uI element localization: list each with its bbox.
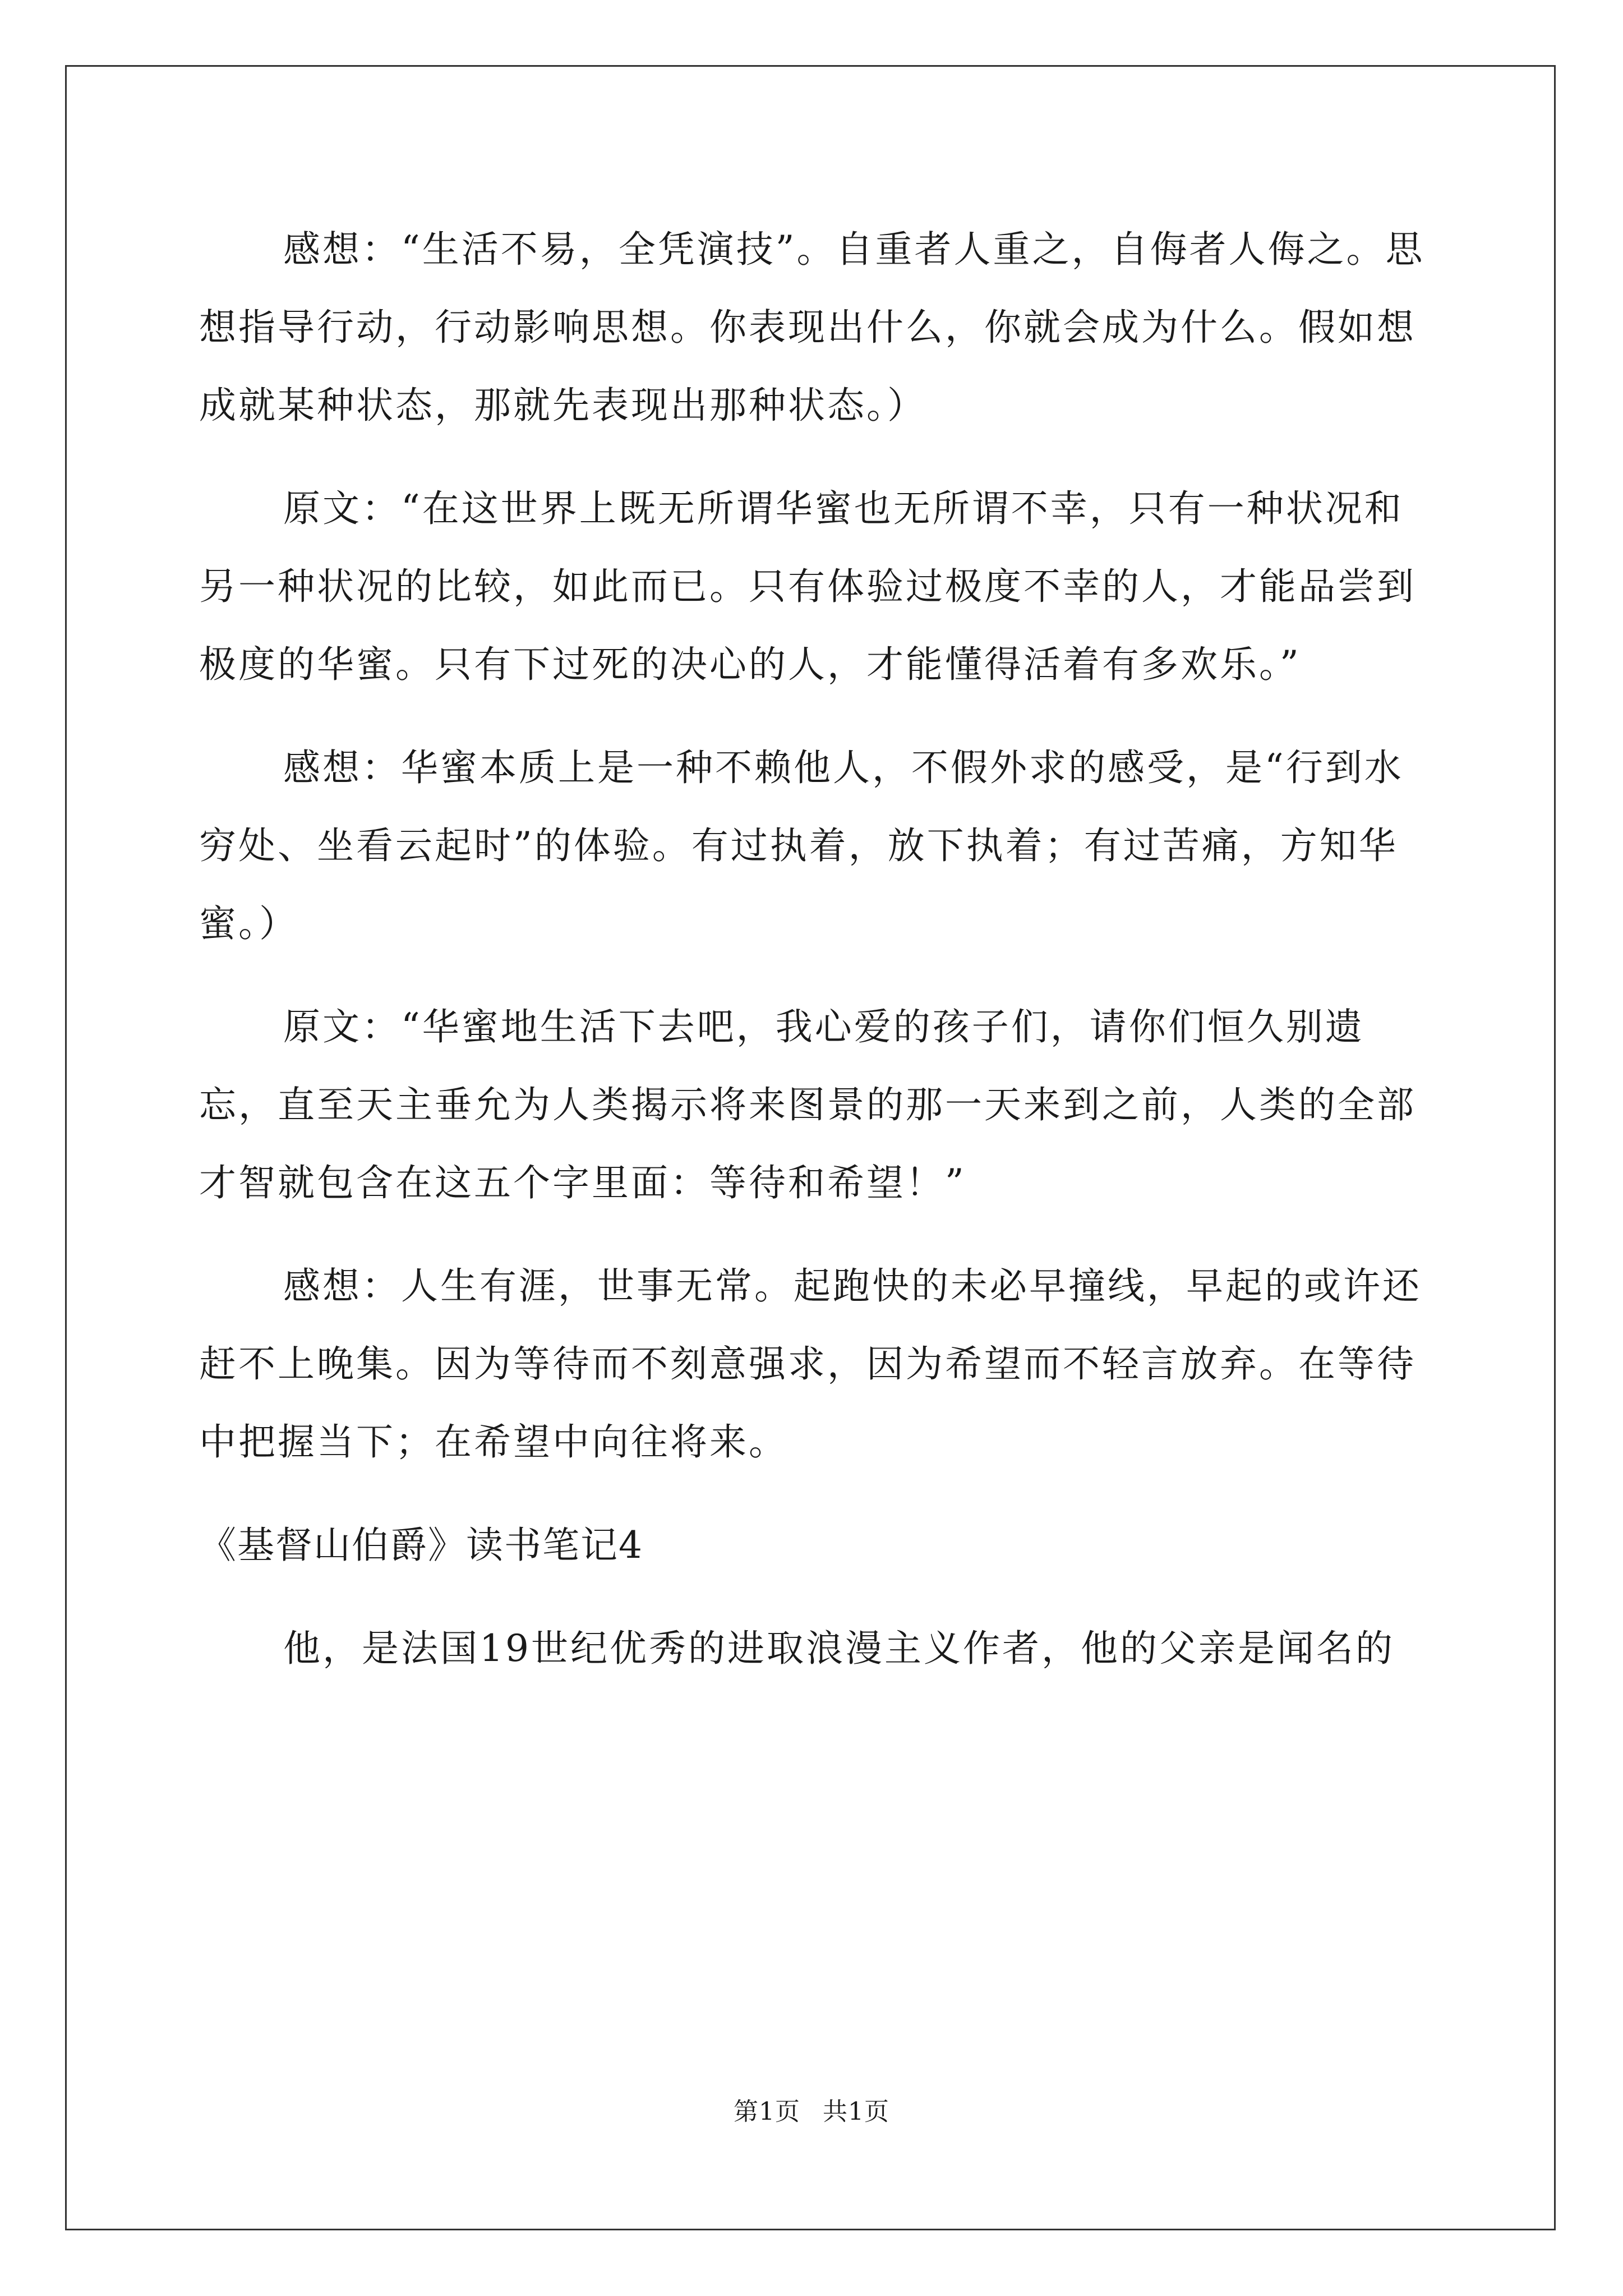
section-heading: 《基督山伯爵》读书笔记4	[199, 1524, 643, 1567]
paragraph-quote-1: 原文：“在这世界上既无所谓华蜜也无所谓不幸，只有一种状况和另一种状况的比较，如此而已。只有体验过极度不幸的人，才能品尝到极度的华蜜。只有下过死的决心的人，才能懂得活着有多欢乐。”	[199, 487, 1416, 686]
paragraph-intro: 他，是法国19世纪优秀的进取浪漫主义作者，他的父亲是闻名的	[283, 1627, 1395, 1670]
page-total: 共1页	[823, 2097, 889, 2126]
page-footer	[0, 2091, 1623, 2127]
paragraph-reflection-1: 感想：“生活不易，全凭演技”。自重者人重之，自侮者人侮之。思想指导行动，行动影响思想。你表现出什么，你就会成为什么。假如想成就某种状态，那就先表现出那种状态。）	[199, 228, 1425, 427]
paragraph-quote-2: 原文：“华蜜地生活下去吧，我心爱的孩子们，请你们恒久别遗忘，直至天主垂允为人类揭示将来图景的那一天来到之前，人类的全部才智就包含在这五个字里面：等待和希望！”	[199, 1005, 1416, 1204]
paragraph-reflection-3: 感想：人生有涯，世事无常。起跑快的未必早撞线，早起的或许还赶不上晚集。因为等待而不刻意强求，因为希望而不轻言放弃。在等待中把握当下；在希望中向往将来。	[199, 1264, 1422, 1464]
paragraph-reflection-2: 感想：华蜜本质上是一种不赖他人，不假外求的感受，是“行到水穷处、坐看云起时”的体验。有过执着，放下执着；有过苦痛，方知华蜜。）	[199, 746, 1404, 945]
document-body	[199, 210, 1433, 1713]
page-number: 第1页	[734, 2097, 800, 2126]
